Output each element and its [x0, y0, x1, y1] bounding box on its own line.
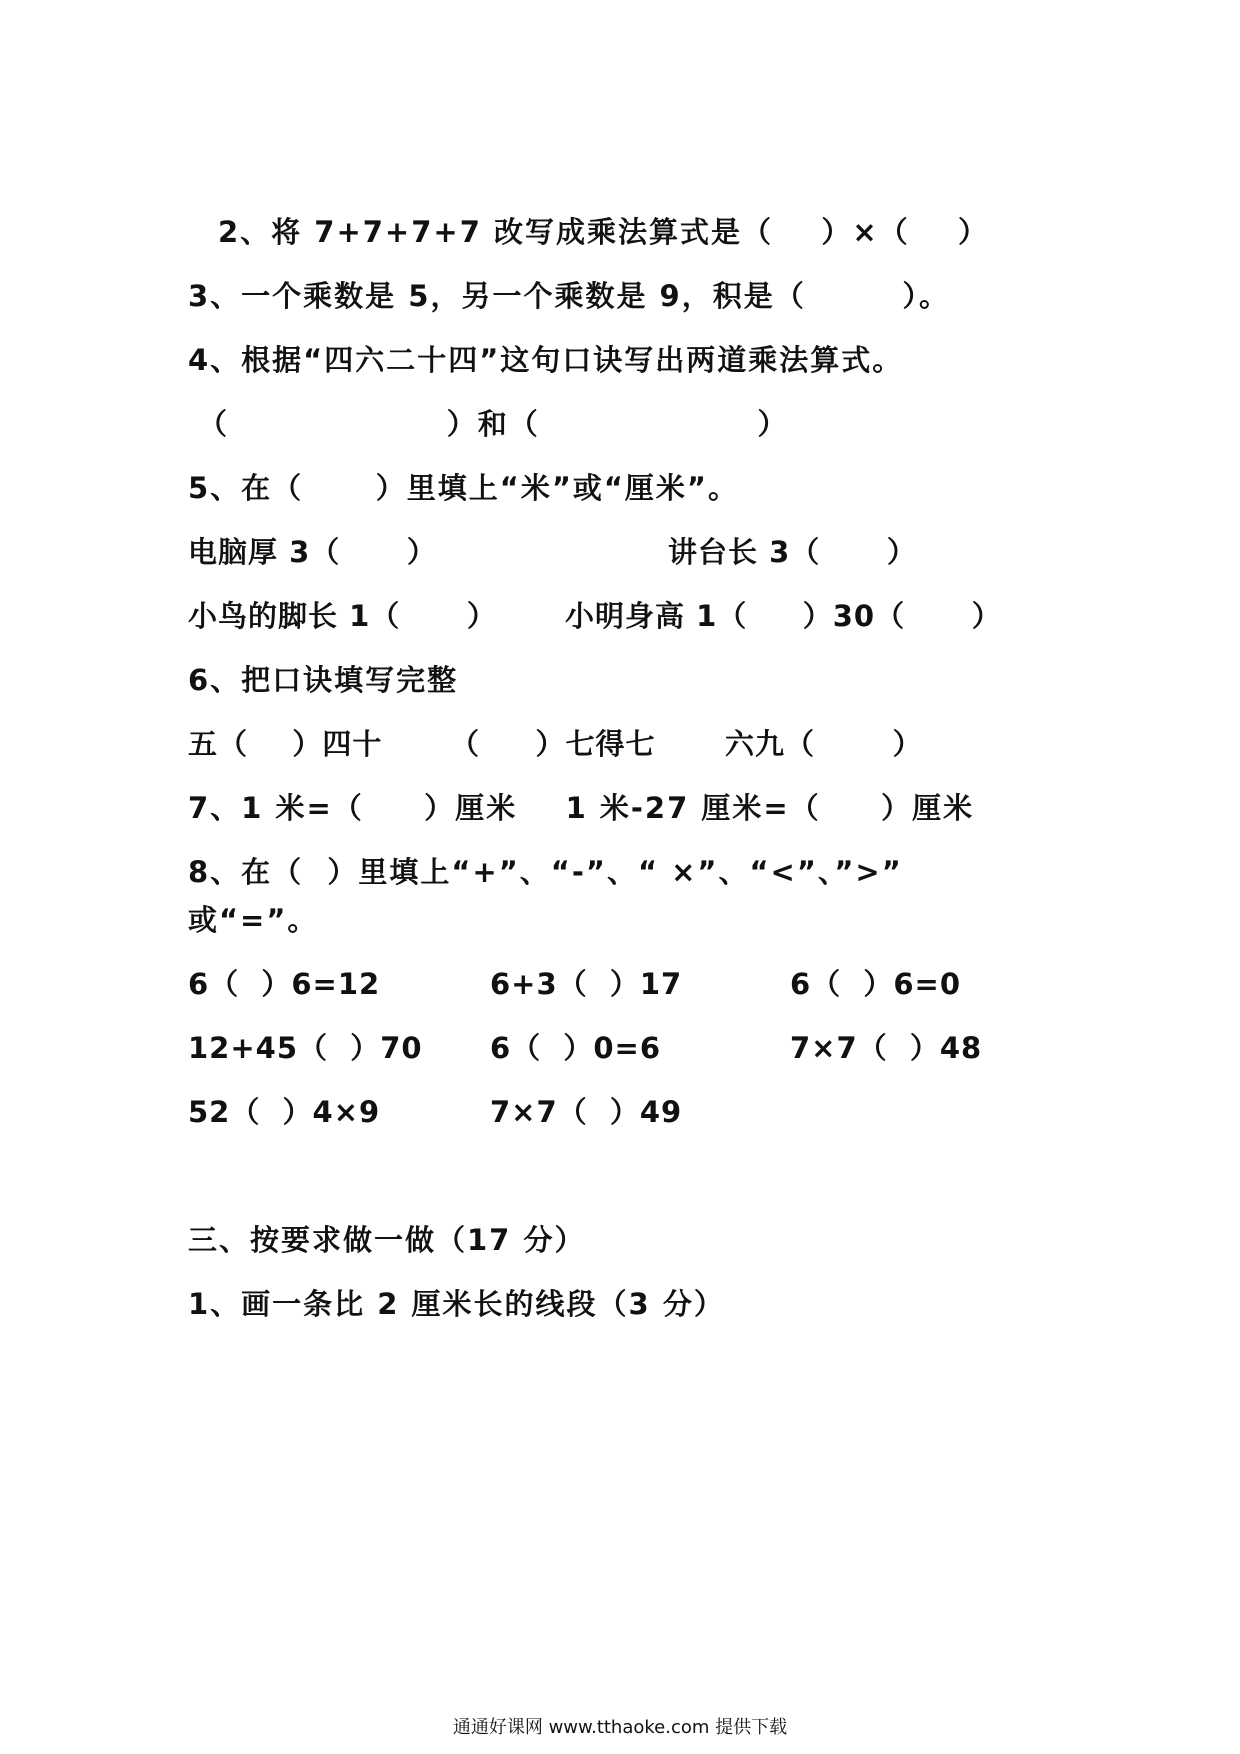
question-8-cont: 或“=”。 — [188, 903, 319, 937]
question-6-item: 五（ ）四十 — [188, 727, 383, 761]
question-8-item: 6+3（ ）17 — [490, 967, 683, 1001]
question-4: 4、根据“四六二十四”这句口诀写出两道乘法算式。 — [188, 343, 904, 377]
question-7: 7、1 米=（ ）厘米 1 米-27 厘米=（ ）厘米 — [188, 791, 975, 825]
question-8-item: 7×7（ ）48 — [790, 1031, 983, 1065]
section-3-heading: 三、按要求做一做（17 分） — [188, 1223, 586, 1257]
question-8-item: 6（ ）6=0 — [790, 967, 962, 1001]
question-6: 6、把口诀填写完整 — [188, 663, 459, 697]
question-8-item: 12+45（ ）70 — [188, 1031, 423, 1065]
question-8-item: 7×7（ ）49 — [490, 1095, 683, 1129]
question-5-item: 小明身高 1（ ）30（ ） — [565, 599, 1002, 633]
question-5: 5、在（ ）里填上“米”或“厘米”。 — [188, 471, 739, 505]
question-5-item: 讲台长 3（ ） — [668, 535, 917, 569]
question-6-item: 六九（ ） — [725, 727, 923, 761]
question-8: 8、在（ ）里填上“+”、“-”、“ ×”、“<”、”>” — [188, 855, 903, 889]
footer-text: 通通好课网 www.tthaoke.com 提供下载 — [452, 1717, 788, 1738]
question-8-item: 6（ ）0=6 — [490, 1031, 662, 1065]
section-3-question-1: 1、画一条比 2 厘米长的线段（3 分） — [188, 1287, 725, 1321]
question-5-item: 电脑厚 3（ ） — [188, 535, 437, 569]
question-5-item: 小鸟的脚长 1（ ） — [188, 599, 497, 633]
question-4-blanks: （ ）和（ ） — [198, 407, 789, 441]
question-6-item: （ ）七得七 — [450, 727, 656, 761]
question-3: 3、一个乘数是 5，另一个乘数是 9，积是（ ）。 — [188, 279, 950, 313]
question-2: 2、将 7+7+7+7 改写成乘法算式是（ ）×（ ） — [218, 215, 990, 249]
question-8-item: 52（ ）4×9 — [188, 1095, 381, 1129]
question-8-item: 6（ ）6=12 — [188, 967, 381, 1001]
